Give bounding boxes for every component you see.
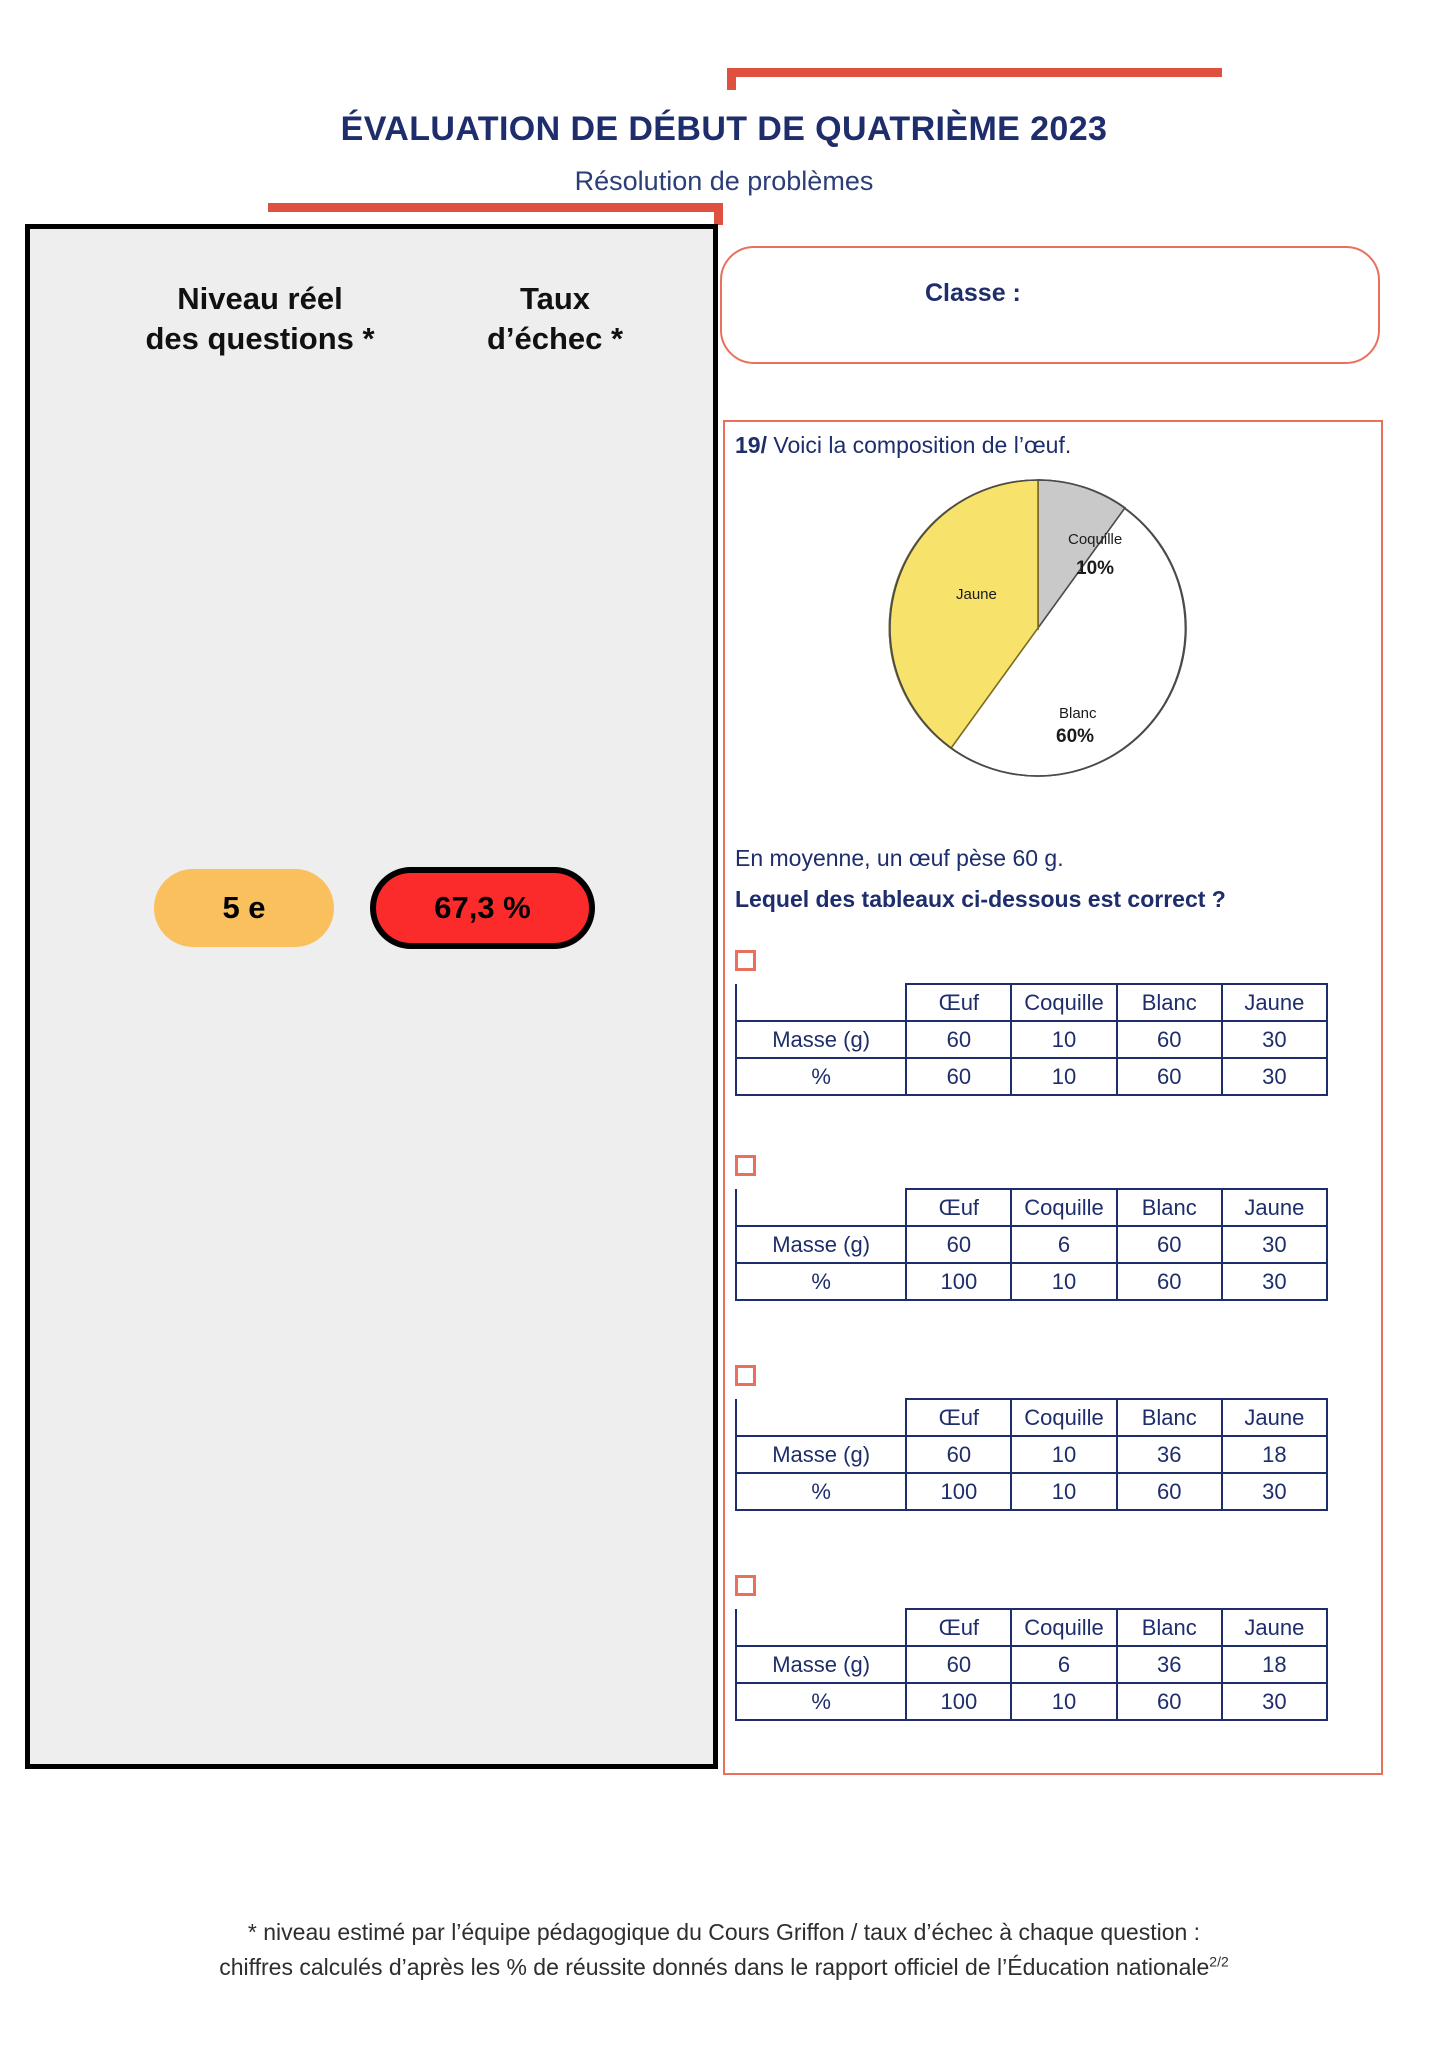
cell: 10 — [1011, 1436, 1116, 1473]
corner-cell — [736, 1399, 906, 1436]
row-label: % — [736, 1263, 906, 1300]
col-header-blanc: Blanc — [1117, 1399, 1222, 1436]
cell: 30 — [1222, 1021, 1327, 1058]
table-row — [736, 1058, 1327, 1095]
col-header-jaune: Jaune — [1222, 984, 1327, 1021]
pie-value-blanc: 60% — [1056, 726, 1095, 747]
cell: 10 — [1011, 1058, 1116, 1095]
overlay-heading-rate-line1: Taux — [519, 281, 591, 316]
footnote-line-1: * niveau estimé par l’équipe pédagogique du Cours Griffon / taux d’échec à chaque question : — [247, 1919, 1201, 1945]
cell: 60 — [1117, 1473, 1222, 1510]
table-row — [736, 1226, 1327, 1263]
col-header-coquille: Coquille — [1011, 1189, 1116, 1226]
cell: 36 — [1117, 1646, 1222, 1683]
cell: 10 — [1011, 1473, 1116, 1510]
cell: 60 — [1117, 1683, 1222, 1720]
overlay-heading-level-line2: des questions * — [145, 320, 375, 356]
cell: 30 — [1222, 1226, 1327, 1263]
pie-svg — [878, 468, 1198, 788]
header-accent-corner-bottom — [714, 203, 723, 225]
answer-option-4 — [735, 1575, 1355, 1721]
question-number: 19/ — [735, 432, 767, 458]
cell: 30 — [1222, 1263, 1327, 1300]
cell: 100 — [906, 1263, 1011, 1300]
footnote-line-2-wrap — [0, 1950, 1448, 1985]
corner-cell — [736, 1609, 906, 1646]
cell: 30 — [1222, 1058, 1327, 1095]
col-header-oeuf: Œuf — [906, 1399, 1011, 1436]
cell: 60 — [1117, 1226, 1222, 1263]
cell: 10 — [1011, 1263, 1116, 1300]
overlay-heading-rate-line2: d’échec * — [486, 320, 624, 356]
table-row — [736, 1683, 1327, 1720]
table-row — [736, 1473, 1327, 1510]
cell: 60 — [906, 1436, 1011, 1473]
classe-field[interactable] — [720, 246, 1380, 364]
col-header-blanc: Blanc — [1117, 1189, 1222, 1226]
table-row — [736, 1263, 1327, 1300]
cell: 30 — [1222, 1683, 1327, 1720]
annotation-overlay-panel — [25, 224, 718, 1769]
row-label: Masse (g) — [736, 1021, 906, 1058]
pie-label-coquille: Coquille — [1068, 531, 1123, 548]
cell: 60 — [1117, 1263, 1222, 1300]
cell: 100 — [906, 1473, 1011, 1510]
page-number: 2/2 — [1209, 1952, 1229, 1969]
col-header-jaune: Jaune — [1222, 1609, 1327, 1646]
header-accent-corner-top — [727, 68, 736, 90]
level-badge: 5 e — [154, 869, 334, 947]
answer-checkbox-3[interactable] — [735, 1365, 756, 1386]
corner-cell — [736, 1189, 906, 1226]
overlay-heading-level-line1: Niveau réel — [177, 281, 343, 316]
cell: 60 — [906, 1058, 1011, 1095]
cell: 18 — [1222, 1646, 1327, 1683]
question-prompt: Lequel des tableaux ci-dessous est correct ? — [735, 886, 1226, 912]
table-row — [736, 1021, 1327, 1058]
row-label: Masse (g) — [736, 1436, 906, 1473]
col-header-oeuf: Œuf — [906, 1609, 1011, 1646]
cell: 6 — [1011, 1646, 1116, 1683]
page-subtitle: Résolution de problèmes — [574, 166, 874, 196]
cell: 60 — [906, 1021, 1011, 1058]
answer-checkbox-4[interactable] — [735, 1575, 756, 1596]
col-header-jaune: Jaune — [1222, 1189, 1327, 1226]
answer-checkbox-1[interactable] — [735, 950, 756, 971]
cell: 36 — [1117, 1436, 1222, 1473]
table-row-header — [736, 984, 1327, 1021]
classe-label: Classe : — [925, 279, 1021, 307]
question-stem — [735, 432, 1071, 459]
col-header-coquille: Coquille — [1011, 1399, 1116, 1436]
col-header-blanc: Blanc — [1117, 984, 1222, 1021]
page-title: ÉVALUATION DE DÉBUT DE QUATRIÈME 2023 — [340, 110, 1108, 148]
pie-label-jaune: Jaune — [956, 586, 997, 603]
pie-label-blanc: Blanc — [1059, 705, 1097, 722]
cell: 60 — [906, 1646, 1011, 1683]
cell: 6 — [1011, 1226, 1116, 1263]
question-stem-text: Voici la composition de l’œuf. — [773, 432, 1072, 458]
cell: 100 — [906, 1683, 1011, 1720]
cell: 18 — [1222, 1436, 1327, 1473]
overlay-heading-rate — [430, 279, 680, 358]
table-row-header — [736, 1189, 1327, 1226]
failure-rate-badge: 67,3 % — [370, 867, 595, 949]
col-header-coquille: Coquille — [1011, 1609, 1116, 1646]
table-row — [736, 1646, 1327, 1683]
col-header-blanc: Blanc — [1117, 1609, 1222, 1646]
cell: 60 — [1117, 1058, 1222, 1095]
overlay-heading-level — [90, 279, 430, 358]
header-accent-bar-top — [727, 68, 1222, 77]
header-accent-bar-bottom — [268, 203, 723, 212]
pie-value-coquille: 10% — [1076, 558, 1115, 579]
answer-option-2 — [735, 1155, 1355, 1301]
row-label: Masse (g) — [736, 1646, 906, 1683]
egg-composition-pie-chart — [878, 468, 1198, 788]
col-header-oeuf: Œuf — [906, 1189, 1011, 1226]
answer-table-3 — [735, 1398, 1328, 1511]
answer-option-3 — [735, 1365, 1355, 1511]
col-header-oeuf: Œuf — [906, 984, 1011, 1021]
answer-option-1 — [735, 950, 1355, 1096]
answer-table-4 — [735, 1608, 1328, 1721]
col-header-jaune: Jaune — [1222, 1399, 1327, 1436]
corner-cell — [736, 984, 906, 1021]
cell: 60 — [1117, 1021, 1222, 1058]
footnote-line-2: chiffres calculés d’après les % de réussite donnés dans le rapport officiel de l’Éducation nationale — [219, 1953, 1210, 1980]
table-row — [736, 1436, 1327, 1473]
row-label: % — [736, 1058, 906, 1095]
col-header-coquille: Coquille — [1011, 984, 1116, 1021]
row-label: % — [736, 1473, 906, 1510]
answer-table-1 — [735, 983, 1328, 1096]
footnote — [0, 1915, 1448, 1984]
table-row-header — [736, 1609, 1327, 1646]
row-label: Masse (g) — [736, 1226, 906, 1263]
row-label: % — [736, 1683, 906, 1720]
answer-checkbox-2[interactable] — [735, 1155, 756, 1176]
answer-table-2 — [735, 1188, 1328, 1301]
cell: 10 — [1011, 1683, 1116, 1720]
question-note: En moyenne, un œuf pèse 60 g. — [735, 845, 1064, 871]
cell: 10 — [1011, 1021, 1116, 1058]
cell: 60 — [906, 1226, 1011, 1263]
cell: 30 — [1222, 1473, 1327, 1510]
table-row-header — [736, 1399, 1327, 1436]
